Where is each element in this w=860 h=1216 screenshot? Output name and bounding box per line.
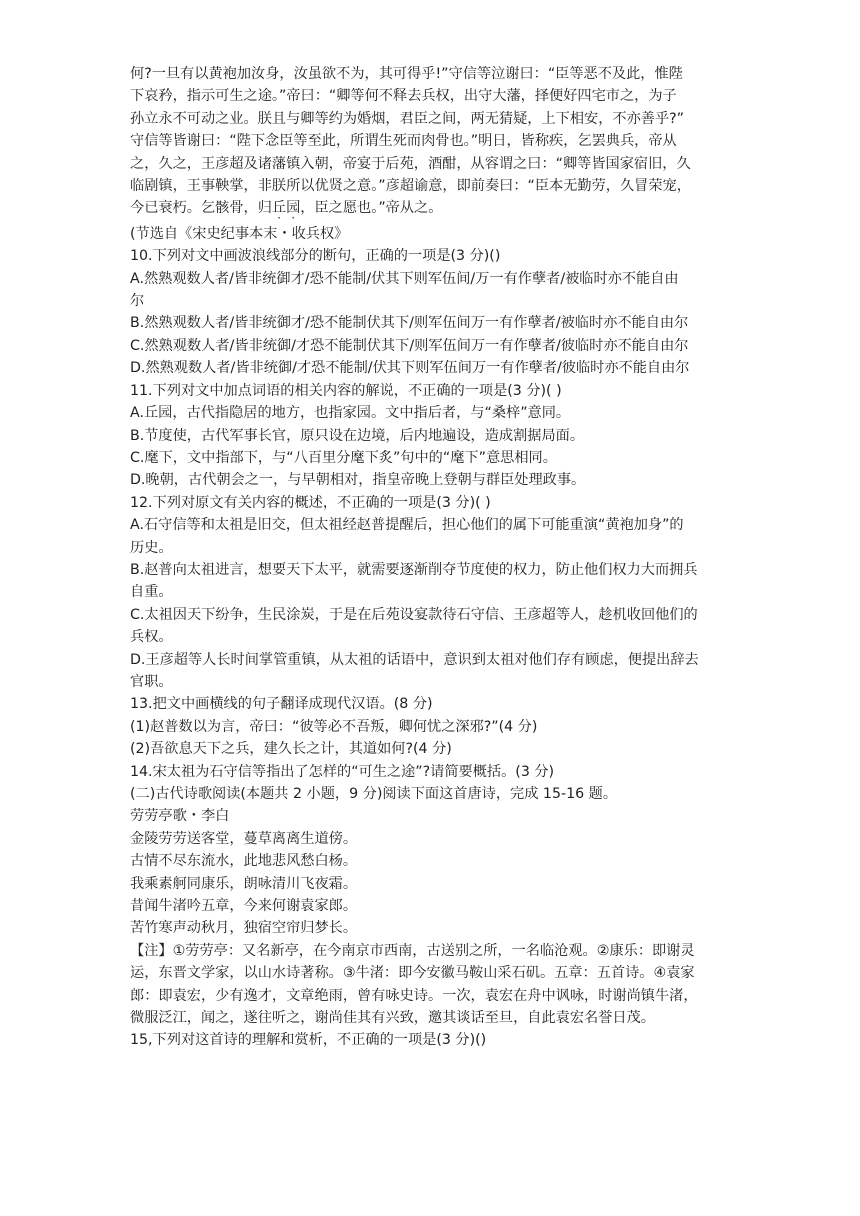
question-stem: 11.下列对文中加点词语的相关内容的解说，不正确的一项是(3 分)( ) <box>130 382 562 399</box>
passage-line: 临剧镇，王事鞅掌，非朕所以优贤之意。”彦超谕意，即前奏曰：“臣本无勤劳，久冒荣宠， <box>130 178 691 195</box>
question-11 <box>130 380 735 492</box>
note-line: 微服泛江，闻之，遂往听之，谢尚佳其有兴致，邀其谈话至旦，自此袁宏名誉日茂。 <box>130 1010 655 1027</box>
option-c: C.太祖因天下纷争，生民涂炭，于是在后苑设宴款待石守信、王彦超等人，趁机收回他们的 <box>130 606 698 623</box>
poem-line: 苦竹寒声动秋月，独宿空帘归梦长。 <box>130 920 358 937</box>
passage-line-last <box>130 197 735 219</box>
option-c: C.然熟观数人者/皆非统御/才恐不能制伏其下/则军伍间万一有作孽者/彼临时亦不能自由尔 <box>130 337 689 354</box>
poem-title: 劳劳亭歌・李白 <box>130 808 230 825</box>
question-stem: 10.下列对文中画波浪线部分的断句，正确的一项是(3 分)() <box>130 248 501 265</box>
passage-line: 之，久之，王彦超及诸藩镇入朝，帝宴于后苑，酒酣，从容谓之曰：“卿等皆国家宿旧，久 <box>130 155 691 172</box>
note-line: 郎：即袁宏，少有逸才，文章绝雨，曾有咏史诗。一次，袁宏在舟中讽咏，时谢尚镇牛渚， <box>130 987 698 1004</box>
option-d: D.王彦超等人长时间掌管重镇，从太祖的话语中，意识到太祖对他们存有顾虑，便提出辞去 <box>130 651 699 668</box>
option-b: B.然熟观数人者/皆非统御才/恐不能制伏其下/则军伍间万一有作孽者/被临时亦不能自由尔 <box>130 315 689 332</box>
question-12 <box>130 492 735 694</box>
sub-question-2: (2)吾欲息天下之兵，建久长之计，其道如何?(4 分) <box>130 741 452 758</box>
sub-question-1: (1)赵普数以为言，帝曰：“彼等必不吾叛，卿何忧之深邪?”(4 分) <box>130 718 538 735</box>
poem-line: 金陵劳劳送客堂，蔓草离离生道傍。 <box>130 830 358 847</box>
option-b: B.赵普向太祖进言，想要天下太平，就需要逐渐削夺节度使的权力，防止他们权力大而拥兵 <box>130 561 698 578</box>
section-heading: (二)古代诗歌阅读(本题共 2 小题，9 分)阅读下面这首唐诗，完成 15-16 题。 <box>130 786 618 802</box>
poem <box>130 805 735 939</box>
passage-text: 今已衰朽。乞骸骨，归 <box>130 200 272 217</box>
option-c: C.麾下，文中指部下，与“八百里分麾下炙”句中的“麾下”意思相同。 <box>130 449 557 466</box>
option-d: D.晚朝，古代朝会之一，与早朝相对，指皇帝晚上登朝与群臣处理政事。 <box>130 472 586 489</box>
dotted-char-yuan: 园 <box>286 200 301 217</box>
passage-line: 守信等皆谢曰：“陛下念臣等至此，所谓生死而肉骨也。”明日，皆称疾，乞罢典兵，帝从 <box>130 133 677 150</box>
question-stem: 12.下列对原文有关内容的概述，不正确的一项是(3 分)( ) <box>130 494 491 511</box>
option-b-cont: 自重。 <box>130 584 173 601</box>
option-a: A.然熟观数人者/皆非统御才/恐不能制/伏其下则军伍间/万一有作孽者/被临时亦不能自由 <box>130 270 679 287</box>
option-c-cont: 兵权。 <box>130 629 173 646</box>
document-page <box>130 63 735 1052</box>
source-citation: (节选自《宋史纪事本末・收兵权》 <box>130 225 349 242</box>
passage-text: ，臣之愿也。”帝从之。 <box>300 200 443 217</box>
poem-line: 古情不尽东流水，此地悲风愁白杨。 <box>130 853 358 870</box>
question-13 <box>130 693 735 760</box>
poem-line: 我乘素舸同康乐，朗咏清川飞夜霜。 <box>130 875 358 892</box>
dotted-char-qiu: 丘 <box>271 200 287 217</box>
option-a: A.石守信等和太祖是旧交，但太祖经赵普提醒后，担心他们的属下可能重演“黄袍加身”的 <box>130 517 684 534</box>
option-a: A.丘园，古代指隐居的地方，也指家园。文中指后者，与“桑梓”意同。 <box>130 405 571 422</box>
option-a-cont: 尔 <box>130 293 145 310</box>
passage-line: 何?一旦有以黄袍加汝身，汝虽欲不为，其可得乎!”守信等泣谢曰：“臣等恶不及此，惟陛 <box>130 66 683 82</box>
option-d-cont: 官职。 <box>130 673 173 690</box>
passage-line: 下哀矜，指示可生之途。”帝曰：“卿等何不释去兵权，出守大藩，择便好四宅市之，为子 <box>130 88 677 105</box>
passage <box>130 63 735 220</box>
passage-line: 孙立永不可动之业。朕且与卿等约为婚烟，君臣之间，两无猜疑，上下相安，不亦善乎?” <box>130 110 685 127</box>
note-line: 运，东晋文学家，以山水诗著称。③牛渚：即今安徽马鞍山采石矶。五章：五首诗。④袁家 <box>130 965 695 982</box>
poem-notes <box>130 940 735 1030</box>
option-d: D.然熟观数人者/皆非统御/才恐不能制/伏其下则军伍间万一有作孽者/彼临时亦不能自由尔 <box>130 360 690 377</box>
question-15: 15,下列对这首诗的理解和赏析，不正确的一项是(3 分)() <box>130 1032 487 1049</box>
poem-line: 昔闻牛渚吟五章，今来何谢袁家郎。 <box>130 898 358 915</box>
note-line: 【注】①劳劳亭：又名新亭，在今南京市西南，古送别之所，一名临沧观。②康乐：即谢灵 <box>130 942 695 959</box>
option-a-cont: 历史。 <box>130 539 173 556</box>
question-14: 14.宋太祖为石守信等指出了怎样的“可生之途”?请简要概括。(3 分) <box>130 763 555 780</box>
question-stem: 13.把文中画横线的句子翻译成现代汉语。(8 分) <box>130 696 433 713</box>
option-b: B.节度使，古代军事长官，原只设在边境，后内地遍设，造成割据局面。 <box>130 427 585 444</box>
question-10 <box>130 245 735 379</box>
